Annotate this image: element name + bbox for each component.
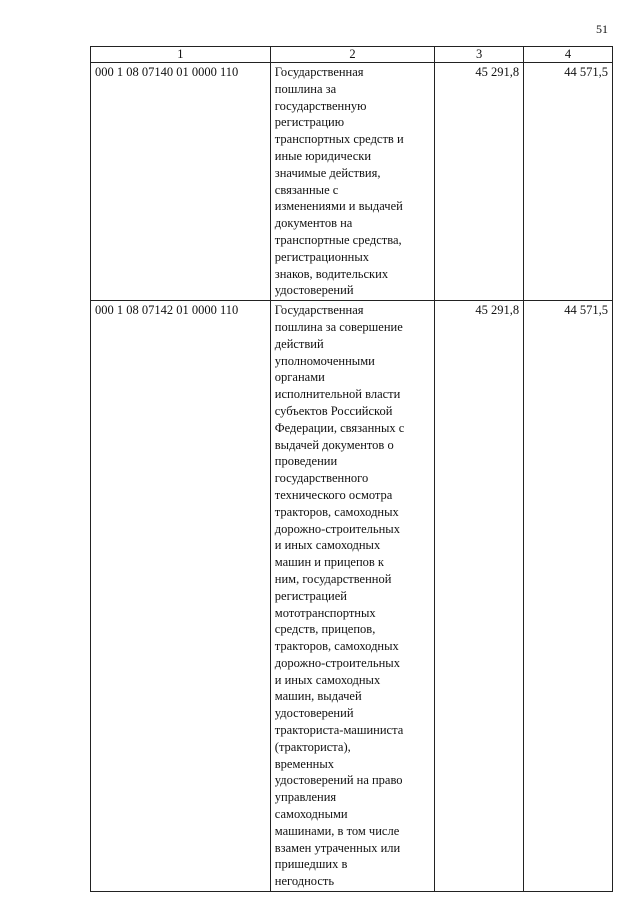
description-cell: Государственная пошлина за государственную регистрацию транспортных средств и иные юридически значимые действия, связанные с изменениями и выдачей документов на транспортные средства, регистрационных знаков, водительских удостоверений [270,63,434,301]
revenue-table [90,46,613,892]
page-number: 51 [596,22,608,36]
amount-col4-cell: 44 571,5 [524,63,613,301]
budget-code-cell: 000 1 08 07142 01 0000 110 [91,301,271,892]
amount-col3-cell: 45 291,8 [435,63,524,301]
table-row [91,63,613,301]
column-header-1: 1 [91,47,271,63]
table-row [91,301,613,892]
column-header-2: 2 [270,47,434,63]
column-header-4: 4 [524,47,613,63]
description-cell: Государственная пошлина за совершение действий уполномоченными органами исполнительной власти субъектов Российской Федерации, связанных с выдачей документов о проведении государственного технического осмотра тракторов, самоходных дорожно-строительных и иных самоходных машин и прицепов к ним, государственной регистрацией мототранспортных средств, прицепов, тракторов, самоходных дорожно-строительных и иных самоходных машин, выдачей удостоверений тракториста-машиниста (тракториста), временных удостоверений на право управления самоходными машинами, в том числе взамен утраченных или пришедших в негодность [270,301,434,892]
column-header-3: 3 [435,47,524,63]
amount-col4-cell: 44 571,5 [524,301,613,892]
amount-col3-cell: 45 291,8 [435,301,524,892]
budget-code-cell: 000 1 08 07140 01 0000 110 [91,63,271,301]
table-header-row [91,47,613,63]
